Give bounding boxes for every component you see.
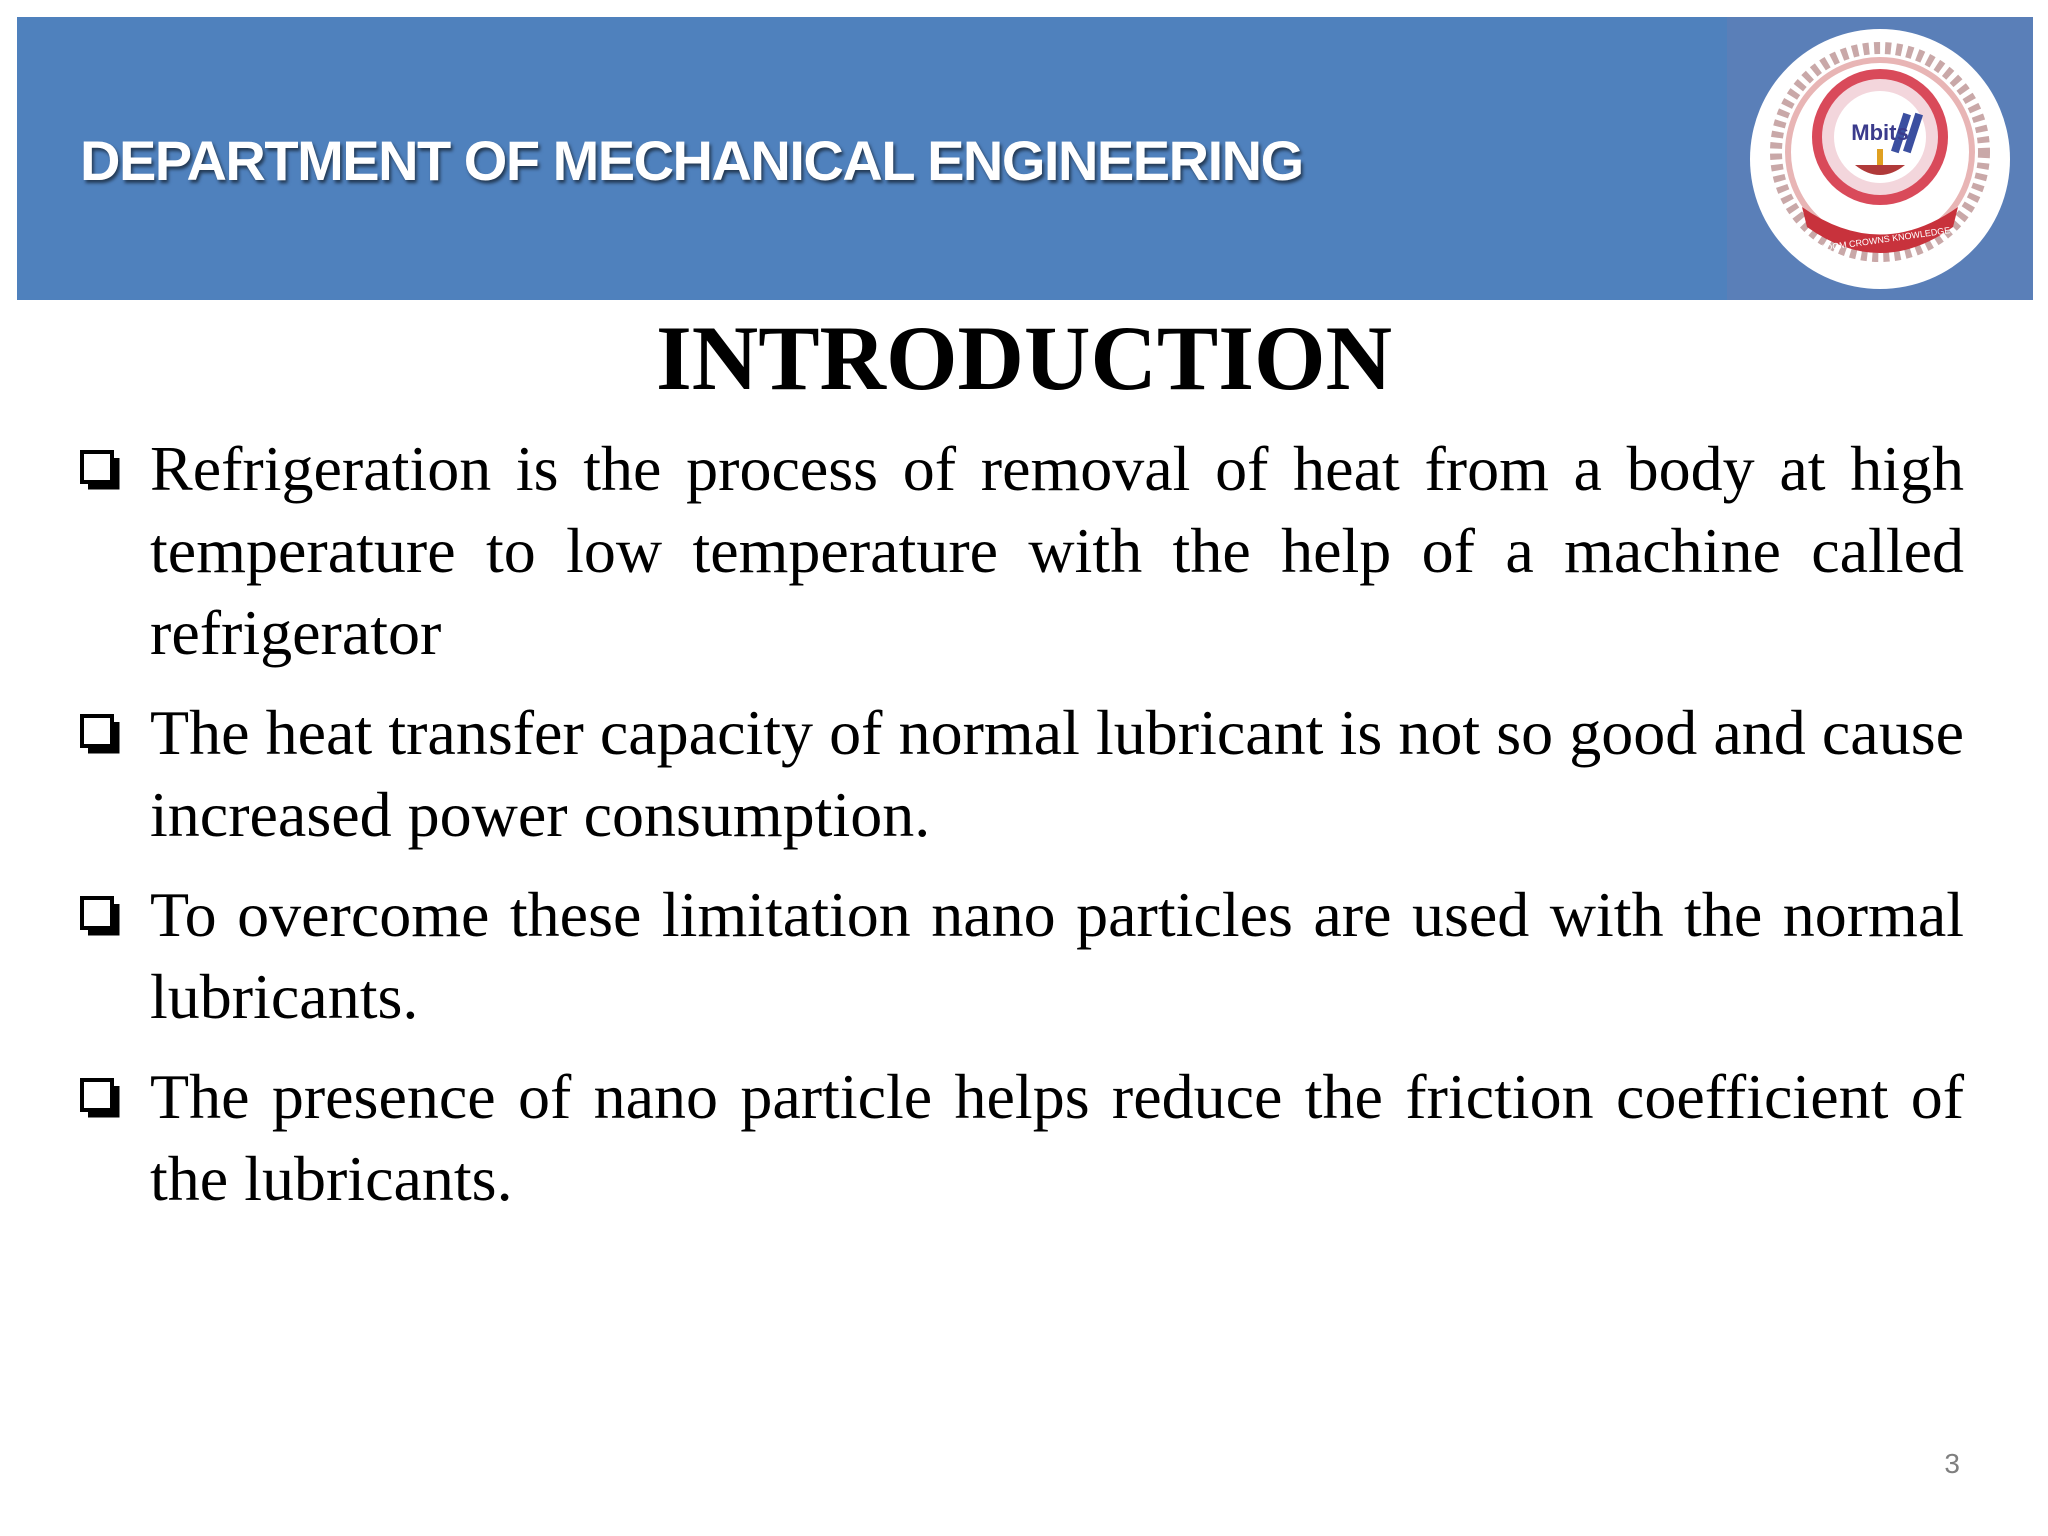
svg-text:Mbits: Mbits (1851, 120, 1909, 145)
logo-panel (1727, 17, 2033, 300)
college-emblem-icon (1727, 17, 2033, 300)
bullet-item (78, 692, 1964, 856)
hollow-square-bullet-icon (78, 448, 120, 490)
bullet-item (78, 428, 1964, 674)
hollow-square-bullet-icon (78, 712, 120, 754)
bullet-text: Refrigeration is the process of removal of heat from a body at high temperature to low temperature with the help of a machine called refrigerator (150, 433, 1964, 668)
slide-title: INTRODUCTION (655, 307, 1393, 409)
hollow-square-bullet-icon (78, 894, 120, 936)
bullet-text: To overcome these limitation nano particles are used with the normal lubricants. (150, 879, 1964, 1032)
bullet-list (78, 428, 1964, 1238)
page-number: 3 (1944, 1448, 1960, 1479)
bullet-text: The presence of nano particle helps reduce the friction coefficient of the lubricants. (150, 1061, 1964, 1214)
hollow-square-bullet-icon (78, 1076, 120, 1118)
bullet-text: The heat transfer capacity of normal lubricant is not so good and cause increased power consumption. (150, 697, 1964, 850)
bullet-item (78, 874, 1964, 1038)
department-title: DEPARTMENT OF MECHANICAL ENGINEERING (80, 129, 1303, 192)
svg-text:WISDOM CROWNS KNOWLEDGE: WISDOM CROWNS KNOWLEDGE (1808, 225, 1951, 255)
bullet-item (78, 1056, 1964, 1220)
